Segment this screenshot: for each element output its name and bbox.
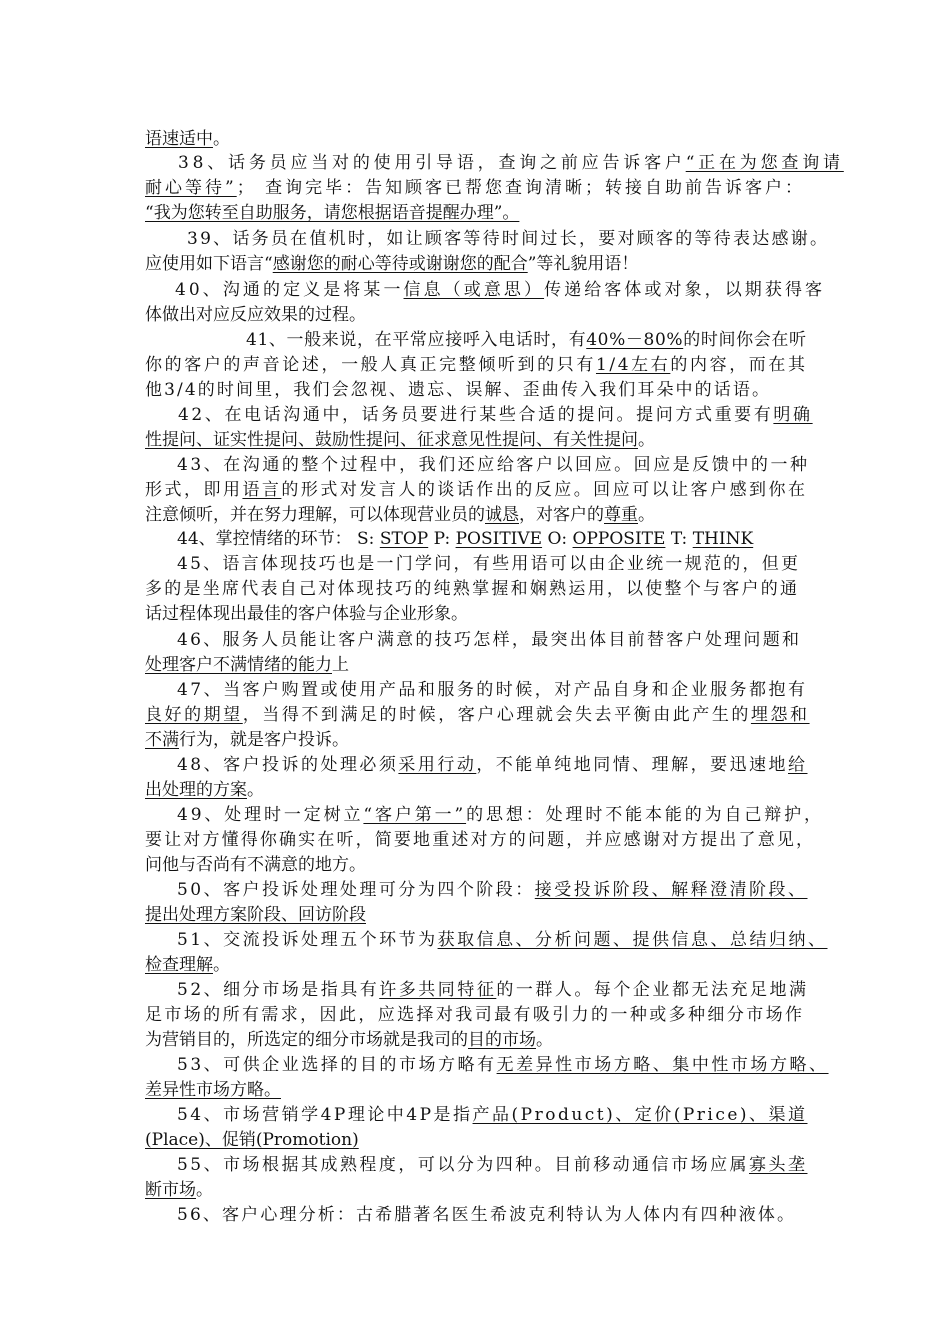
text-line [177, 753, 808, 777]
text-line [145, 728, 349, 752]
text-run: 56、客户心理分析：古希腊著名医生希波克利特认为人体内有四种液体。 [177, 1205, 797, 1225]
answer-underlined: 检查理解 [145, 955, 213, 975]
answer-underlined: THINK [692, 529, 754, 549]
text-run: 应使用如下语言“ [145, 254, 273, 274]
answer-underlined: OPPOSITE [572, 529, 666, 549]
text-run: 多的是坐席代表自己对体现技巧的纯熟掌握和娴熟运用，以使整个与客户的通 [145, 579, 800, 599]
answer-underlined: 40%－80% [586, 330, 684, 350]
text-line [145, 703, 810, 727]
text-run: ，当得不到满足的时候，客户心理就会失去平衡由此产生的 [242, 705, 751, 725]
text-run: 49、处理时一定树立 [177, 805, 364, 825]
text-run: ”等礼貌用语！ [527, 254, 639, 274]
answer-underlined: 不满 [145, 730, 179, 750]
text-run: 。 [536, 1030, 553, 1050]
text-run: O: [542, 529, 573, 549]
text-line [187, 227, 829, 251]
text-run: 。 [213, 129, 230, 149]
text-line [177, 1103, 808, 1127]
answer-underlined: 语速适中 [145, 129, 213, 149]
answer-underlined: 埋怨和 [750, 705, 810, 725]
text-line [177, 527, 753, 551]
text-run: 行为，就是客户投诉。 [179, 730, 349, 750]
text-run: 43、在沟通的整个过程中，我们还应给客户以回应。回应是反馈中的一种 [177, 455, 810, 475]
text-line [145, 853, 366, 877]
answer-underlined: 提出处理方案阶段、回访阶段 [145, 905, 366, 925]
text-run: 51、交流投诉处理五个环节为 [177, 930, 438, 950]
answer-underlined: 获取信息、分析问题、提供信息、总结归纳、 [437, 930, 828, 950]
text-line [145, 602, 468, 626]
answer-underlined: 语言 [242, 480, 282, 500]
answer-underlined: 采用行动 [398, 755, 477, 775]
text-run: 他3/4的时间里，我们会忽视、遗忘、误解、歪曲传入我们耳朵中的话语。 [145, 380, 772, 400]
text-line [177, 453, 810, 477]
text-run: 上 [332, 655, 349, 675]
text-run: 话过程体现出最佳的客户体验与企业形象。 [145, 604, 468, 624]
answer-underlined: “正在为您查询请 [685, 153, 844, 173]
text-run: 54、市场营销学4P理论中4P是指 [177, 1105, 473, 1125]
text-line [145, 252, 638, 276]
answer-underlined: 给 [788, 755, 808, 775]
text-line [145, 478, 808, 502]
text-run: 形式，即用 [145, 480, 243, 500]
text-run: 38、话务员应当对的使用引导语，查询之前应告诉客户 [178, 153, 686, 173]
text-line [175, 278, 825, 302]
answer-underlined: 寡头垄 [749, 1155, 808, 1175]
text-line [145, 1128, 359, 1152]
text-line [145, 1178, 213, 1202]
answer-underlined: STOP [379, 529, 429, 549]
text-line [145, 953, 230, 977]
text-line [177, 928, 828, 952]
text-run: 47、当客户购置或使用产品和服务的时候，对产品自身和企业服务都抱有 [177, 680, 808, 700]
text-run: 。 [638, 430, 655, 450]
answer-underlined: 尊重 [604, 505, 638, 525]
answer-underlined: 许多共同特征 [379, 980, 497, 1000]
text-run: 你的客户的声音论述，一般人真正完整倾听到的只有 [145, 355, 596, 375]
text-run: ，对客户的 [519, 505, 604, 525]
text-run: 的时间你会在听 [683, 330, 807, 350]
text-line [177, 1053, 829, 1077]
text-run: ； 查询完毕：告知顾客已帮您查询清晰；转接自助前告诉客户： [236, 178, 805, 198]
text-line [145, 428, 655, 452]
answer-underlined: POSITIVE [455, 529, 543, 549]
text-run: 传递给客体或对象，以期获得客 [544, 280, 826, 300]
answer-underlined: 无差异性市场方略、集中性市场方略、 [496, 1055, 829, 1075]
text-line [177, 803, 824, 827]
text-run: 42、在电话沟通中，话务员要进行某些合适的提问。提问方式重要有 [178, 405, 774, 425]
text-run: 53、可供企业选择的目的市场方略有 [177, 1055, 497, 1075]
text-line [145, 653, 349, 677]
text-run: 的内容，而在其 [670, 355, 808, 375]
text-line [145, 903, 366, 927]
text-line [177, 1153, 807, 1177]
text-run: 40、沟通的定义是将某一 [175, 280, 404, 300]
text-line [177, 978, 809, 1002]
text-run: 55、市场根据其成熟程度，可以分为四种。目前移动通信市场应属 [177, 1155, 750, 1175]
text-line [145, 303, 366, 327]
text-run: 。 [196, 1180, 213, 1200]
answer-underlined: 感谢您的耐心等待或谢谢您的配合 [272, 254, 528, 274]
text-line [246, 328, 807, 352]
answer-underlined: “我为您转至自助服务，请您根据语音提醒办理”。 [145, 203, 520, 223]
answer-underlined: 信息（或意思） [403, 280, 545, 300]
answer-underlined: 目的市场 [468, 1030, 536, 1050]
text-run: 50、客户投诉处理处理可分为四个阶段： [177, 880, 535, 900]
text-run: 48、客户投诉的处理必须 [177, 755, 399, 775]
text-run: 为营销目的，所选定的细分市场就是我司的 [145, 1030, 468, 1050]
answer-underlined: “客户第一” [363, 805, 467, 825]
text-run: 39、话务员在值机时，如让顾客等待时间过长，要对顾客的等待表达感谢。 [187, 229, 830, 249]
text-line [178, 403, 813, 427]
text-run: 。 [213, 955, 230, 975]
text-run: P: [428, 529, 456, 549]
text-run: 的思想：处理时不能本能的为自己辩护， [466, 805, 824, 825]
text-line [177, 628, 801, 652]
text-run: ，不能单纯地同情、理解，要迅速地 [476, 755, 789, 775]
text-run: 要让对方懂得你确实在听，简要地重述对方的问题，并应感谢对方提出了意见， [145, 830, 816, 850]
answer-underlined: 性提问、证实性提问、鼓励性提问、征求意见性提问、有关性提问 [145, 430, 638, 450]
answer-underlined: 产品(Product)、定价(Price)、渠道 [472, 1105, 808, 1125]
answer-underlined: 断市场 [145, 1180, 196, 1200]
text-run: 41、一般来说，在平常应接呼入电话时，有 [246, 330, 587, 350]
text-line [145, 201, 519, 225]
text-run: T: [665, 529, 693, 549]
text-run: 44、掌控情绪的环节： S: [177, 529, 380, 549]
text-line [145, 176, 805, 200]
text-line [177, 552, 800, 576]
text-line [145, 1028, 553, 1052]
answer-underlined: (Place)、促销(Promotion) [145, 1130, 359, 1150]
text-run: 注意倾听，并在努力理解，可以体现营业员的 [145, 505, 485, 525]
answer-underlined: 耐心等待” [145, 178, 237, 198]
text-run: 体做出对应反应效果的过程。 [145, 305, 366, 325]
answer-underlined: 差异性市场方略。 [145, 1080, 281, 1100]
text-run: 的一群人。每个企业都无法充足地满 [496, 980, 809, 1000]
text-run: 46、服务人员能让客户满意的技巧怎样，最突出体目前替客户处理问题和 [177, 630, 802, 650]
text-run: 的形式对发言人的谈话作出的反应。回应可以让客户感到你在 [281, 480, 808, 500]
text-line [145, 353, 808, 377]
text-line [145, 577, 799, 601]
text-line [145, 1078, 281, 1102]
text-run: 。 [247, 780, 264, 800]
text-line [177, 878, 808, 902]
text-run: 52、细分市场是指具有 [177, 980, 380, 1000]
text-line [145, 828, 815, 852]
text-run: 。 [638, 505, 655, 525]
answer-underlined: 1/4左右 [595, 355, 671, 375]
text-line [145, 127, 230, 151]
answer-underlined: 接受投诉阶段、解释澄清阶段、 [534, 880, 808, 900]
answer-underlined: 出处理的方案 [145, 780, 247, 800]
text-run: 问他与否尚有不满意的地方。 [145, 855, 366, 875]
text-line [145, 1003, 804, 1027]
answer-underlined: 明确 [773, 405, 813, 425]
text-line [177, 678, 807, 702]
answer-underlined: 处理客户不满情绪的能力 [145, 655, 332, 675]
text-line [145, 378, 771, 402]
answer-underlined: 诚恳 [485, 505, 519, 525]
text-line [178, 151, 844, 175]
text-line [145, 778, 264, 802]
text-run: 45、语言体现技巧也是一门学问，有些用语可以由企业统一规范的，但更 [177, 554, 801, 574]
answer-underlined: 良好的期望 [145, 705, 243, 725]
text-run: 足市场的所有需求，因此，应选择对我司最有吸引力的一种或多种细分市场作 [145, 1005, 805, 1025]
text-line [145, 503, 655, 527]
text-line [177, 1203, 796, 1227]
